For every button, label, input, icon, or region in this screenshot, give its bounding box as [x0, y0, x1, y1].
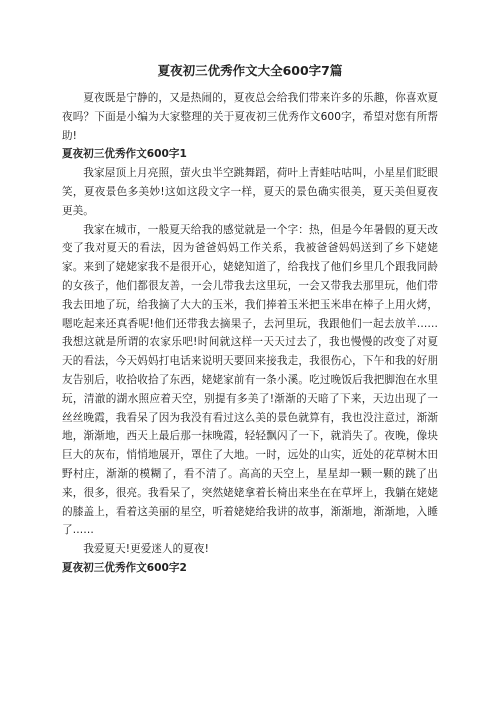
section-1-paragraph-2: 我家在城市，一般夏天给我的感觉就是一个字：热，但是今年暑假的夏天改变了我对夏天的看法，因为爸爸妈妈工作关系，我被爸爸妈妈送到了乡下姥姥家。来到了姥姥家我不是很开心，姥姥知道了，给我找了他们乡里几个跟我同龄的女孩子，他们都很友善，一会儿带我去这里玩，一会又带我去那里玩，他们带我去田地了玩，给我摘了大大的玉米，我们捧着玉米把玉米串在棒子上用火烤，嗯吃起来还真香呢!他们还带我去摘果子，去河里玩，我跟他们一起去放羊……我想这就是所谓的农家乐吧!时间就这样一天天过去了，我也慢慢的改变了对夏天的看法，今天妈妈打电话来说明天要回来接我走，我很伤心，下午和我的好朋友告别后，收拾收拾了东西，姥姥家前有一条小溪。吃过晚饭后我把脚泡在水里玩，清澈的湖水照应着天空，别提有多美了!渐渐的天暗了下来，天边出现了一丝丝晚霞，我看呆了因为我没有看过这么美的景色就算有，我也没注意过，渐渐地，渐渐地，西天上最后那一抹晚霞，轻轻飘闪了一下，就消失了。夜晚，像块巨大的灰布，悄悄地展开，罩住了大地。一时，远处的山实，近处的花草树木田野村庄，渐渐的模糊了，看不清了。高高的天空上，星星却一颗一颗的跳了出来，很多，很亮。我看呆了，突然姥姥拿着长椅出来坐在在草坪上，我躺在姥姥的膝盖上，看着这美丽的星空，听着姥姥给我讲的故事，渐渐地，渐渐地，入睡了……	[62, 223, 438, 537]
section-1-paragraph-3: 我爱夏天!更爱迷人的夏夜!	[83, 543, 209, 556]
section-heading-1: 夏夜初三优秀作文600字1	[62, 148, 187, 161]
document-title: 夏夜初三优秀作文大全600字7篇	[157, 63, 343, 78]
section-1-paragraph-1: 我家屋顶上月亮照，萤火虫半空跳舞蹈，荷叶上青蛙咕咕叫，小星星们眨眼笑，夏夜景色多美妙!这如这段文字一样，夏天的景色确实很美，夏天美但夏夜更美。	[62, 167, 438, 217]
section-heading-2: 夏夜初三优秀作文600字2	[62, 561, 187, 574]
document-page	[62, 62, 438, 578]
intro-paragraph: 夏夜既是宁静的，又是热闹的，夏夜总会给我们带来许多的乐趣，你喜欢夏夜吗？下面是小编为大家整理的关于夏夜初三优秀作文600字，希望对您有所帮助!	[62, 92, 438, 142]
